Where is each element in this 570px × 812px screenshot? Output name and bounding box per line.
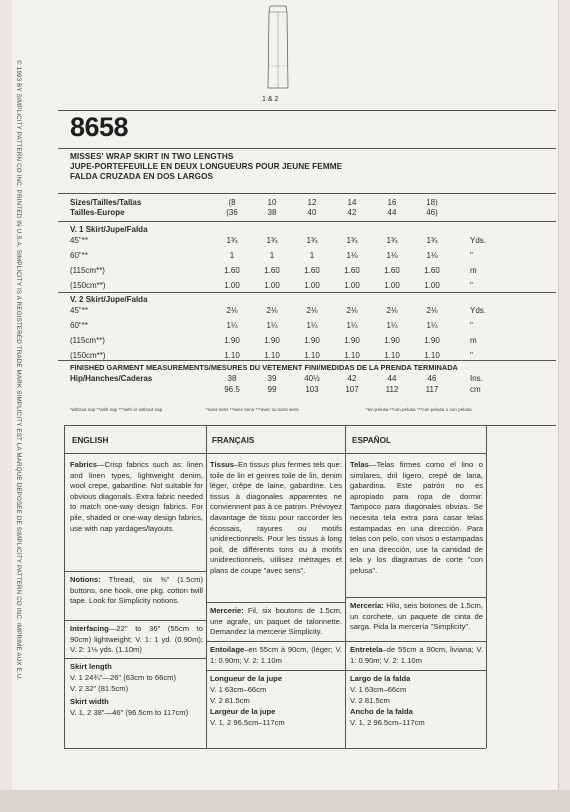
pattern-number: 8658 <box>70 112 129 142</box>
v1-yardage-value: 1.00 <box>384 281 400 290</box>
divider <box>58 193 556 194</box>
hip-ins: 38 <box>227 374 237 383</box>
footnote-french: *sans sens **avec sens ***avec ou sans sens <box>206 407 299 412</box>
v2-row-label: (115cm**) <box>70 336 105 345</box>
v1-yardage-value: 1.60 <box>304 266 320 275</box>
hip-label: Hip/Hanches/Caderas <box>70 374 153 383</box>
v1-yardage-value: 1 <box>309 251 315 260</box>
french-entoilage: Entoilage–en 55cm à 90cm, (léger; V. 1: 0.90m; V. 2: 1.10m <box>210 645 342 665</box>
column-divider <box>486 426 487 748</box>
divider <box>58 360 556 361</box>
column-divider <box>206 426 207 748</box>
v1-yardage-value: 1⅛ <box>386 251 398 260</box>
unit-ins: Ins. <box>470 374 483 383</box>
spanish-ancho: V. 1, 2 96.5cm–117cm <box>350 718 425 727</box>
v1-yardage-value: 1¾ <box>346 236 358 245</box>
v1-yardage-value: 1¾ <box>266 236 278 245</box>
hip-ins: 46 <box>427 374 437 383</box>
v1-title: V. 1 Skirt/Jupe/Falda <box>70 225 148 234</box>
v1-yardage-value: 1.00 <box>424 281 440 290</box>
spanish-largo-label: Largo de la falda <box>350 674 411 683</box>
size-us: 16 <box>387 198 397 207</box>
english-heading: ENGLISH <box>72 436 109 445</box>
v2-unit: " <box>470 351 473 360</box>
rule <box>345 597 486 598</box>
v2-yardage-value: 1.10 <box>424 351 440 360</box>
hip-cm: 112 <box>385 385 399 394</box>
v2-yardage-value: 2⅛ <box>226 306 238 315</box>
v1-row-label: 60"** <box>70 251 88 260</box>
hip-cm: 96.5 <box>224 385 240 394</box>
v1-unit: Yds. <box>470 236 487 245</box>
unit-cm: cm <box>470 385 481 394</box>
size-us: 12 <box>307 198 317 207</box>
hip-ins: 39 <box>267 374 277 383</box>
v2-yardage-value: 1.90 <box>424 336 440 345</box>
size-eu: 42 <box>347 208 357 217</box>
english-length-label: Skirt length <box>70 662 112 671</box>
v2-yardage-value: 2⅛ <box>386 306 398 315</box>
v1-yardage-value: 1.00 <box>264 281 280 290</box>
spanish-largo-v2: V. 2 81.5cm <box>350 696 390 705</box>
spanish-ancho-label: Ancho de la falda <box>350 707 413 716</box>
v2-yardage-value: 1.10 <box>264 351 280 360</box>
rule <box>345 641 486 642</box>
hip-ins: 42 <box>347 374 357 383</box>
spanish-largo-v1: V. 1 63cm–66cm <box>350 685 407 694</box>
hip-cm: 107 <box>345 385 359 394</box>
v1-yardage-value: 1¾ <box>226 236 238 245</box>
english-length-v2: V. 2 32" (81.5cm) <box>70 684 129 693</box>
v1-yardage-value: 1¾ <box>386 236 398 245</box>
v2-yardage-value: 1.90 <box>304 336 320 345</box>
footnote-spanish: *sin pelusa **con pelusa ***con pelusa o con pelusa <box>366 407 472 412</box>
rule <box>206 670 345 671</box>
title-french: JUPE-PORTEFEUILLE EN DEUX LONGUEURS POUR JEUNE FEMME <box>70 162 343 171</box>
v2-yardage-value: 1.90 <box>384 336 400 345</box>
hip-cm: 103 <box>305 385 319 394</box>
rule <box>345 670 486 671</box>
v1-yardage-value: 1 <box>269 251 275 260</box>
v1-yardage-value: 1.00 <box>224 281 240 290</box>
size-eu: (36 <box>226 208 238 217</box>
spanish-telas: Telas—Telas firmes como el lino o similares, dril ligero, crepé de lana, gabardina. Este patrón no es apropiado para ropa de dormir. Tampoco para diagonales obvias. Se necesita tela extra para casar telas estampadas en una dirección. Para telas con pelo, con visos o estampadas en una dirección, use la cantidad de tela y los diagramas de corte "con pelusa". <box>350 460 483 575</box>
size-eu: 40 <box>307 208 317 217</box>
v1-yardage-value: 1.60 <box>264 266 280 275</box>
divider <box>58 221 556 222</box>
bottom-edge <box>0 790 570 812</box>
v1-yardage-value: 1.60 <box>384 266 400 275</box>
v1-row-label: 45"** <box>70 236 88 245</box>
v1-yardage-value: 1⅛ <box>346 251 358 260</box>
v2-row-label: (150cm**) <box>70 351 106 360</box>
french-tissus: Tissus–En tissus plus fermes tels que: toile de lin et genres toile de lin, denim léger, crêpe de laine, gabardine. Les tissus à diagonales apparentes ne conviennent pas à ce patron. Prévoyez davantage de tissu pour raccorder les écossais, rayures ou motifs unidirectionnels. Pour les tissus à long poil, de différents tons ou à motifs unidirectionnels, utilisez métrages et plans de coupe "avec sens". <box>210 460 342 575</box>
english-length-v1: V. 1 24¾"—26" (63cm to 66cm) <box>70 673 176 682</box>
divider <box>58 110 556 111</box>
v1-unit: m <box>470 266 477 275</box>
french-largeur: V. 1, 2 96.5cm–117cm <box>210 718 285 727</box>
v2-unit: " <box>470 321 473 330</box>
v1-yardage-value: 1.60 <box>424 266 440 275</box>
french-longueur-label: Longueur de la jupe <box>210 674 283 683</box>
v2-yardage-value: 1¼ <box>266 321 278 330</box>
v1-yardage-value: 1.00 <box>344 281 360 290</box>
v2-yardage-value: 1¼ <box>226 321 238 330</box>
footnote-english: *without nap **with nap ***with or without nap <box>70 407 163 412</box>
v1-yardage-value: 1⅛ <box>426 251 438 260</box>
size-eu: 44 <box>387 208 397 217</box>
v2-yardage-value: 1¼ <box>346 321 358 330</box>
spanish-merceria: Mercería: Hilo, seis botones de 1.5cm, un corchete, un paquete de cinta de sarga. Pida la mercería "Simplicity". <box>350 601 483 632</box>
v2-yardage-value: 1¼ <box>386 321 398 330</box>
v2-yardage-value: 2⅛ <box>426 306 438 315</box>
size-us: (8 <box>228 198 236 207</box>
heading-rule <box>64 453 486 454</box>
v1-yardage-value: 1.60 <box>224 266 240 275</box>
hip-ins: 40½ <box>304 374 320 383</box>
sizes-label: Sizes/Tailles/Tallas <box>70 198 142 207</box>
v2-yardage-value: 1.10 <box>224 351 240 360</box>
size-us: 18) <box>426 198 438 207</box>
v2-yardage-value: 1.90 <box>264 336 280 345</box>
finished-title: FINISHED GARMENT MEASUREMENTS/MESURES DU VETEMENT FINI/MEDIDAS DE LA PRENDA TERMINADA <box>70 363 458 372</box>
french-longueur-v1: V. 1 63cm–66cm <box>210 685 267 694</box>
v2-row-label: 45"** <box>70 306 88 315</box>
english-notions: Notions: Thread, six ⅝" (1.5cm) buttons, one hook, one pkg. cotton twill tape. Look for Simplicity notions. <box>70 575 203 606</box>
size-us: 14 <box>347 198 357 207</box>
v1-unit: " <box>470 281 473 290</box>
v1-yardage-value: 1 <box>229 251 235 260</box>
v2-yardage-value: 1.10 <box>384 351 400 360</box>
bottom-rule <box>64 748 486 749</box>
rule <box>206 602 345 603</box>
v2-unit: Yds. <box>470 306 487 315</box>
french-heading: FRANÇAIS <box>212 436 255 445</box>
size-eu: 38 <box>267 208 277 217</box>
rule <box>206 641 345 642</box>
views-label: 1 & 2 <box>262 96 279 103</box>
spanish-entretela: Entretela–de 55cm a 90cm, liviana; V. 1: 0.90m; V. 2: 1.10m <box>350 645 483 665</box>
v2-yardage-value: 2⅛ <box>266 306 278 315</box>
v2-yardage-value: 1¼ <box>426 321 438 330</box>
hip-ins: 44 <box>387 374 397 383</box>
copyright-side-text: © 1993 BY SIMPLICITY PATTERN CO INC. PRINTED IN U.S.A. SIMPLICITY IS A REGISTERED TRADE MARK SIMPLICITY EST LA MARQUE DEPOSEE DE SIMPLICITY PATTERN CO INC. IMPRIME AUX E.U. <box>15 60 22 681</box>
v2-yardage-value: 1.90 <box>224 336 240 345</box>
rule <box>64 620 206 621</box>
column-divider <box>345 426 346 748</box>
v2-yardage-value: 1.10 <box>304 351 320 360</box>
english-width-label: Skirt width <box>70 697 109 706</box>
v1-row-label: (115cm**) <box>70 266 105 275</box>
divider <box>58 292 556 293</box>
rule <box>64 658 206 659</box>
hip-cm: 117 <box>425 385 439 394</box>
english-fabrics: Fabrics—Crisp fabrics such as: linen and linen types, lightweight denim, wool crepe, gabardine. Not suitable for obvious diagonals. Extra fabric needed to match one-way design fabrics. For pile, shaded or one-way design fabrics, use with nap yardages/layouts. <box>70 460 203 533</box>
divider <box>58 148 556 149</box>
v2-yardage-value: 1¼ <box>306 321 318 330</box>
french-mercerie: Mercerie: Fil, six boutons de 1.5cm, une agrafe, un paquet de talonnette. Demandez la mercerie Simplicity. <box>210 606 342 637</box>
column-divider <box>64 426 65 748</box>
french-largeur-label: Largeur de la jupe <box>210 707 276 716</box>
v2-yardage-value: 1.90 <box>344 336 360 345</box>
size-eu: 46) <box>426 208 438 217</box>
sizes-europe-label: Tailles-Europe <box>70 208 125 217</box>
v2-row-label: 60"** <box>70 321 88 330</box>
french-longueur-v2: V. 2 81.5cm <box>210 696 250 705</box>
v1-yardage-value: 1¾ <box>426 236 438 245</box>
size-us: 10 <box>267 198 277 207</box>
spanish-heading: ESPAÑOL <box>352 436 391 445</box>
divider <box>64 425 556 426</box>
v2-yardage-value: 2⅛ <box>346 306 358 315</box>
english-interfacing: Interfacing—22" to 36" (55cm to 90cm) lightweight: V. 1: 1 yd. (0.90m); V. 2: 1⅛ yds. (1.10m) <box>70 624 203 655</box>
hip-cm: 99 <box>267 385 277 394</box>
v1-yardage-value: 1.60 <box>344 266 360 275</box>
english-width: V. 1, 2 38"—46" (96.5cm to 117cm) <box>70 708 189 717</box>
v2-unit: m <box>470 336 477 345</box>
v1-row-label: (150cm**) <box>70 281 106 290</box>
v1-yardage-value: 1.00 <box>304 281 320 290</box>
skirt-back-view-icon <box>258 4 298 94</box>
v2-yardage-value: 1.10 <box>344 351 360 360</box>
title-english: MISSES' WRAP SKIRT IN TWO LENGTHS <box>70 152 234 161</box>
title-spanish: FALDA CRUZADA EN DOS LARGOS <box>70 172 214 181</box>
v2-yardage-value: 2⅛ <box>306 306 318 315</box>
v1-yardage-value: 1¾ <box>306 236 318 245</box>
v2-title: V. 2 Skirt/Jupe/Falda <box>70 295 148 304</box>
rule <box>64 571 206 572</box>
v1-unit: " <box>470 251 473 260</box>
